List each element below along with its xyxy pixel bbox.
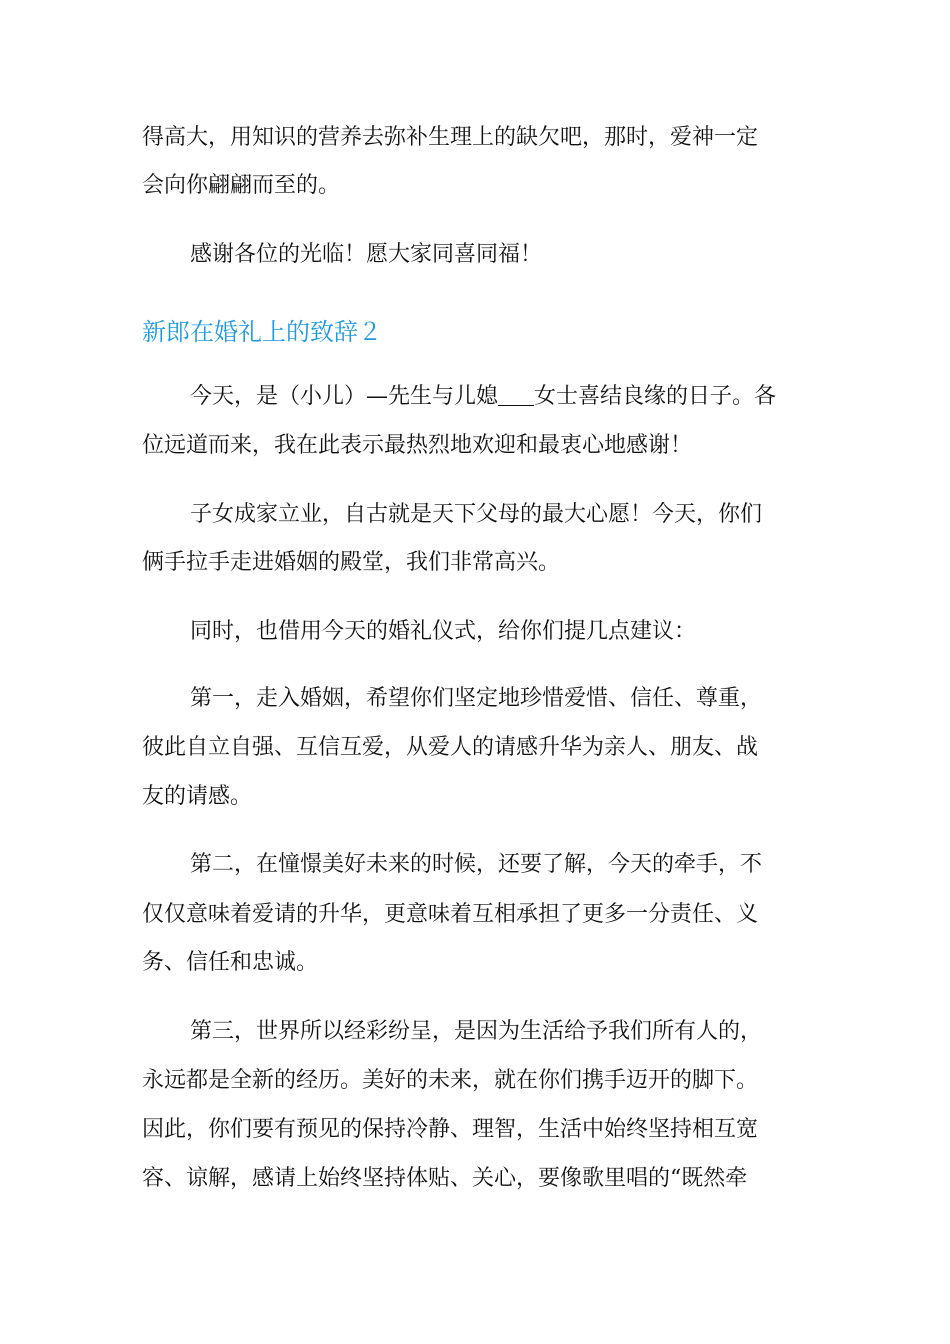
paragraph-4-line-2: 彼此自立自强、互信互爱，从爱人的请感升华为亲人、朋友、战 — [142, 735, 759, 760]
paragraph-1-line-1 — [190, 382, 810, 412]
paragraph-2-line-2: 俩手拉手走进婚姻的殿堂，我们非常高兴。 — [142, 550, 561, 575]
paragraph-6-line-1: 第三，世界所以经彩纷呈，是因为生活给予我们所有人的， — [190, 1019, 763, 1044]
paragraph-1-text-before-blank: 今天，是（小儿）—先生与儿媳 — [190, 384, 499, 409]
paragraph-1-line-2: 位远道而来，我在此表示最热烈地欢迎和最衷心地感谢！ — [142, 433, 693, 458]
paragraph-3-line-1: 同时，也借用今天的婚礼仪式，给你们提几点建议： — [190, 619, 697, 644]
paragraph-6-line-2: 永远都是全新的经历。美好的未来，就在你们携手迈开的脚下。 — [142, 1068, 759, 1093]
paragraph-2-line-1: 子女成家立业，自古就是天下父母的最大心愿！今天，你们 — [190, 502, 763, 527]
thanks-paragraph: 感谢各位的光临！愿大家同喜同福！ — [190, 242, 543, 267]
intro-line-2: 会向你翩翩而至的。 — [142, 173, 341, 198]
paragraph-6-line-3: 因此，你们要有预见的保持冷静、理智，生活中始终坚持相互宽 — [142, 1117, 759, 1142]
name-blank — [498, 385, 534, 406]
paragraph-5-line-2: 仅仅意味着爱请的升华，更意味着互相承担了更多一分责任、义 — [142, 902, 759, 927]
paragraph-5-line-3: 务、信任和忠诚。 — [142, 950, 319, 975]
paragraph-5-line-1: 第二，在憧憬美好未来的时候，还要了解，今天的牵手，不 — [190, 852, 763, 877]
intro-line-1: 得高大，用知识的营养去弥补生理上的缺欠吧，那时，爱神一定 — [142, 125, 759, 150]
section-title: 新郎在婚礼上的致辞２ — [142, 318, 382, 346]
paragraph-4-line-3: 友的请感。 — [142, 784, 253, 809]
paragraph-6-line-4: 容、谅解，感请上始终坚持体贴、关心，要像歌里唱的“既然牵 — [142, 1166, 748, 1191]
paragraph-4-line-1: 第一，走入婚姻，希望你们坚定地珍惜爱惜、信任、尊重， — [190, 686, 763, 711]
paragraph-1-text-after-blank: 女士喜结良缘的日子。各 — [534, 384, 777, 409]
